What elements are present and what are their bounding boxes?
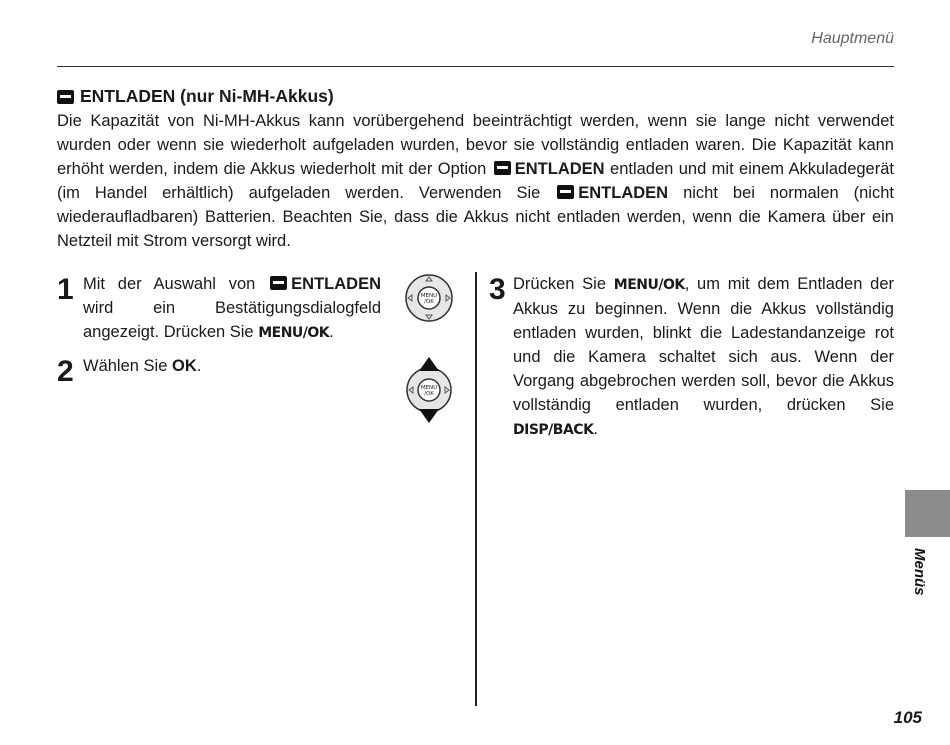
- step-3-text-b: , um mit dem Entladen der Akkus zu beginnen. Wenn die Akkus vollständig entladen wurden, blinkt die Ladestandanzeige rot und die Kamera schaltet sich aus. Wenn der Vorgang abgebrochen werden soll, bevor die Akkus vollständig entladen wurden, drücken Sie: [513, 275, 894, 414]
- step-3-text-c: .: [593, 420, 599, 438]
- step-3-text: [513, 272, 894, 442]
- step-3: [513, 272, 894, 442]
- entladen-section: [57, 86, 894, 253]
- step-2-text-a: Wählen Sie: [83, 357, 168, 375]
- step-3-text-a: Drücken Sie: [513, 275, 607, 293]
- battery-icon: [557, 185, 574, 199]
- step-2-term: OK: [171, 357, 197, 375]
- section-title-text: ENTLADEN (nur Ni-MH-Akkus): [80, 86, 334, 106]
- menu-ok-key: MENU/OK: [258, 325, 330, 341]
- svg-text:/OK: /OK: [424, 299, 434, 305]
- svg-text:MENU: MENU: [420, 385, 438, 391]
- step-2: [83, 354, 381, 378]
- step-2-text-b: .: [196, 357, 202, 375]
- step-2-number: 2: [57, 355, 74, 388]
- step-1-number: 1: [57, 273, 74, 306]
- step-1-text-a: Mit der Auswahl von: [83, 275, 256, 293]
- intro-text-3: nicht bei normalen (nicht wiederaufladbaren) Batterien. Beachten Sie, dass die Akkus nicht entladen werden, wenn die Kamera über ein Netzteil mit Strom versorgt wird.: [57, 184, 894, 250]
- chapter-label: Menüs: [911, 548, 928, 596]
- intro-term-2: ENTLADEN: [578, 184, 669, 202]
- step-1-text: [83, 272, 381, 345]
- disp-back-key: DISP/BACK: [513, 422, 594, 438]
- chapter-tab: [905, 490, 950, 537]
- menu-ok-key: MENU/OK: [613, 277, 685, 293]
- battery-icon: [270, 276, 287, 290]
- intro-paragraph: [57, 109, 894, 253]
- step-1-text-c: .: [329, 323, 334, 341]
- running-header: Hauptmenü: [811, 30, 894, 47]
- battery-icon: [494, 161, 511, 175]
- step-1: [83, 272, 381, 345]
- svg-text:/OK: /OK: [424, 391, 434, 397]
- column-divider: [475, 272, 477, 706]
- intro-term-1: ENTLADEN: [514, 160, 605, 178]
- step-1-text-b: wird ein Bestätigungsdialogfeld angezeigt. Drücken Sie: [83, 299, 381, 341]
- control-pad-updown-icon: [403, 355, 455, 425]
- pad-label: MENU: [420, 293, 438, 299]
- control-pad-icon: [404, 273, 454, 323]
- step-1-term: ENTLADEN: [291, 275, 381, 293]
- battery-icon: [57, 90, 74, 104]
- page-number: 105: [893, 708, 922, 727]
- step-3-number: 3: [489, 273, 506, 306]
- header-rule: [57, 66, 894, 67]
- section-title: [57, 86, 894, 107]
- intro-text-1: Die Kapazität von Ni-MH-Akkus kann vorübergehend beeinträchtigt werden, wenn sie lange nicht verwendet wurden oder wenn sie wiederholt aufgeladen wurden, bevor sie vollständig entladen waren. Die Kapazität kann erhöht werden, indem die Akkus wiederholt mit der Option: [57, 112, 894, 178]
- step-2-text: [83, 354, 381, 378]
- intro-text-2: entladen und mit einem Akkuladegerät (im Handel erhältlich) aufgeladen werden. Verwenden Sie: [57, 160, 894, 202]
